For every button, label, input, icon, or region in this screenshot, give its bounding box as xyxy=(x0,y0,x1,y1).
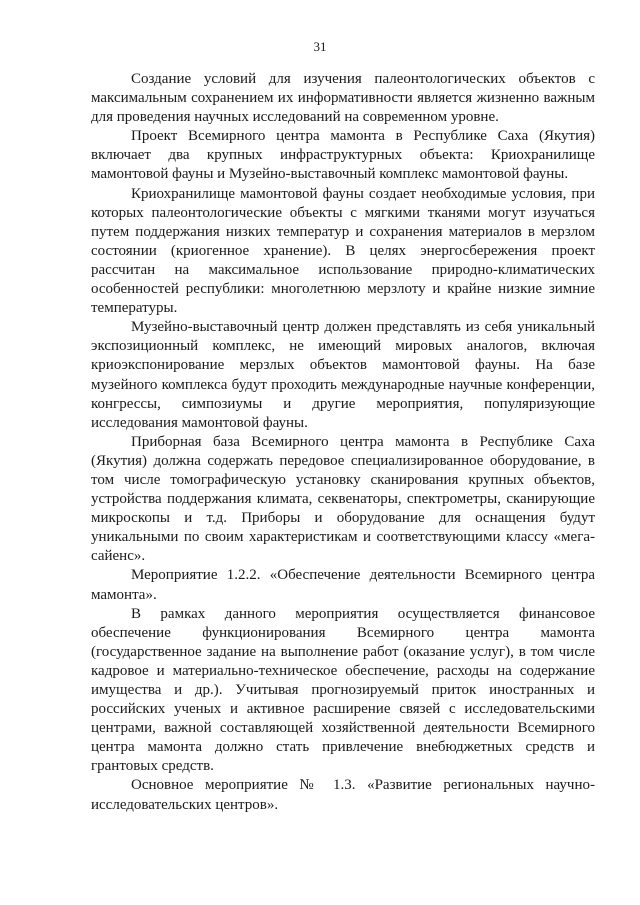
paragraph-equipment-base: Приборная база Всемирного центра мамонта в Республике Саха (Якутия) должна содержать передовое специализированное оборудование, в том числе томографическую установку сканирования крупных объектов, устройства поддержания климата, секвенаторы, спектрометры, сканирующие микроскопы и т.д. Приборы и оборудование для оснащения будут уникальными по своим характеристикам и соответствующими классу «мега-сайенс». xyxy=(91,433,595,565)
paragraph-museum-center: Музейно-выставочный центр должен представлять из себя уникальный экспозиционный комплекс, не имеющий мировых аналогов, включая криоэкспонирование мерзлых объектов мамонтовой фауны. На базе музейного комплекса будут проходить международные научные конференции, конгрессы, симпозиумы и другие мероприятия, популяризующие исследования мамонтовой фауны. xyxy=(91,319,595,431)
paragraph-activity-1-3: Основное мероприятие № 1.3. «Развитие региональных научно-исследовательских центров». xyxy=(91,777,595,813)
paragraph-activity-1-2-2: Мероприятие 1.2.2. «Обеспечение деятельности Всемирного центра мамонта». xyxy=(91,567,595,603)
paragraph-cryostorage: Криохранилище мамонтовой фауны создает необходимые условия, при которых палеонтологические объекты с мягкими тканями могут изучаться путем поддержания низких температур и сохранения материалов в мерзлом состоянии (криогенное хранение). В целях энергосбережения проект рассчитан на максимальное использование природно-климатических особенностей республики: многолетнюю мерзлоту и крайне низкие зимние температуры. xyxy=(91,185,595,317)
paragraph-project-overview: Проект Всемирного центра мамонта в Республике Саха (Якутия) включает два крупных инфраструктурных объекта: Криохранилище мамонтовой фауны и Музейно-выставочный комплекс мамонтовой фауны. xyxy=(91,128,595,183)
document-body xyxy=(91,70,595,815)
paragraph-financing: В рамках данного мероприятия осуществляется финансовое обеспечение функционирования Всемирного центра мамонта (государственное задание на выполнение работ (оказание услуг), в том числе кадровое и материально-техническое обеспечение, расходы на содержание имущества и др.). Учитывая прогнозируемый приток иностранных и российских ученых и активное расширение связей с исследовательскими центрами, важной составляющей хозяйственной деятельности Всемирного центра мамонта должно стать привлечение внебюджетных средств и грантовых средств. xyxy=(91,605,595,775)
paragraph-conditions: Создание условий для изучения палеонтологических объектов с максимальным сохранением их информативности является жизненно важным для проведения научных исследований на современном уровне. xyxy=(91,71,595,126)
page-number: 31 xyxy=(313,39,327,54)
